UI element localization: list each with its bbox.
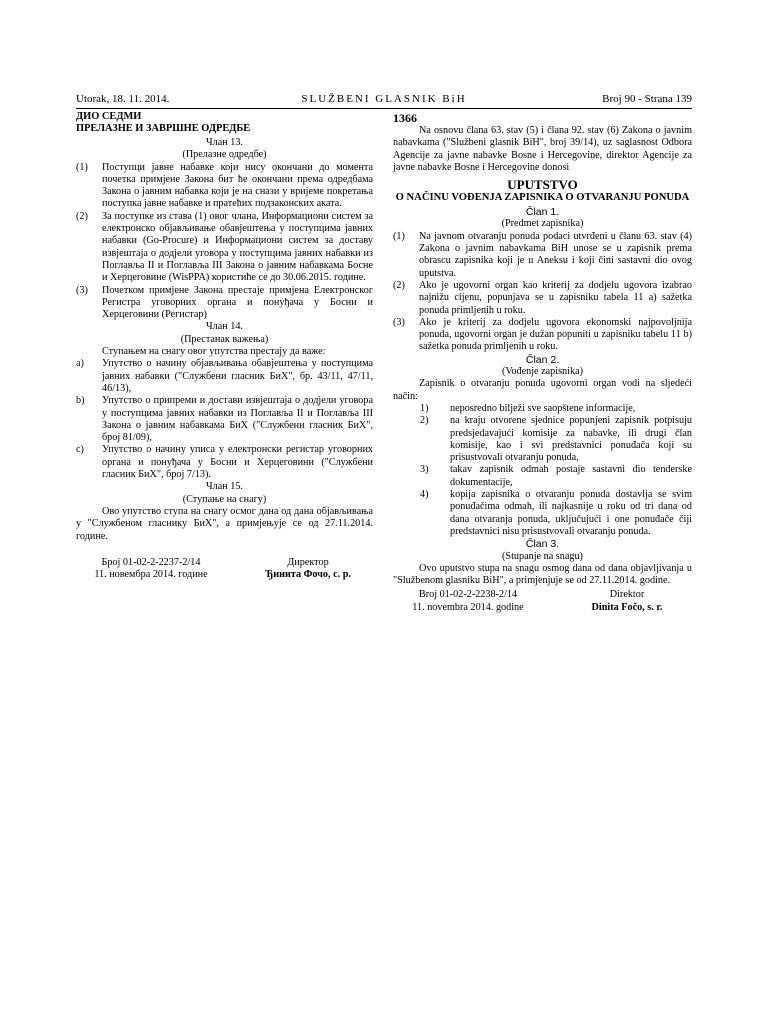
article-3-text: Ovo uputstvo stupa na snagu osmog dana od dana objavljivanja u "Službenom glasniku BiH", a primjenjuje se od 27.11.2014. godine. (393, 562, 692, 587)
reference-date: 11. novembra 2014. godine (412, 601, 524, 613)
paragraph-number: (1) (76, 161, 88, 173)
page-header (76, 92, 692, 106)
list-marker: 1) (420, 402, 429, 414)
act-number: 1366 (393, 111, 417, 125)
list-text: kopija zapisnika o otvaranju ponuda dostavlja se svim ponuđačima odmah, ili najkasnije u roku od tri dana od dana otvaranja ponuda, uključujući i one ponuđače čiji predstavnici nisu prisustvovali otvaranju ponuda. (450, 489, 692, 537)
list-marker: b) (76, 395, 85, 407)
article-1-heading: Član 1. (525, 206, 560, 219)
list-text: Упутство о начину објављивања обавјештења у поступцима јавних набавки ("Службени гласник БиХ", бр. 43/11, 47/11, 46/13), (102, 358, 373, 394)
article-2-heading: Član 2. (525, 353, 560, 366)
list-item-a (76, 358, 373, 395)
paragraph-number: (2) (76, 210, 88, 222)
list-item-c (76, 444, 373, 481)
paragraph-2 (393, 280, 692, 317)
paragraph-text: Поступци јавне набавке који нису окончани до момента почетка примјене Закона бит ће окончани према одредбама Закона о јавним набавка који је на снази у вријеме покретања поступка јавне набавке и пратећих подзаконских аката. (102, 161, 373, 210)
paragraph-text: Ako je ugovorni organ kao kriterij za dodjelu ugovora izabrao najnižu cijenu, popunjava se u zapisniku tabela 11 a) sažetka ponuda primljenih u roku. (419, 279, 692, 316)
list-text: neposredno bilježi sve saopštene informacije, (450, 402, 636, 414)
article-2-intro: Zapisnik o otvaranju ponuda ugovorni organ vodi na sljedeći način: (393, 378, 692, 402)
part-title: ДИО СЕДМИ (76, 111, 142, 122)
paragraph-text: Почетком примјене Закона престаје примјена Електронског Регистра уговорних органа и понуђача у Босни и Херцеговини (Регистар) (102, 284, 373, 321)
list-text: na kraju otvorene sjednice popunjeni zapisnik potpisuju predsjedavajući komisije za nabavke, ili drugi član komisije, kao i svi predstavnici ponuđača koji su prisustvovali otvaranju ponuda, (450, 415, 692, 464)
act-preamble: Na osnovu člana 63. stav (5) i člana 92. stav (6) Zakona o javnim nabavkama ("Službeni glasnik BiH", broj 39/14), uz saglasnost Odbora Agencije za javne nabavke Bosne i Hercegovine, direktor Agencije za javne nabavke Bosne i Hercegovine donosi (393, 125, 692, 173)
list-text: takav zapisnik odmah postaje sastavni dio tenderske dokumentacije, (450, 464, 692, 488)
signer-name: Dinita Fočo, s. r. (591, 601, 663, 613)
list-item-3 (393, 464, 692, 489)
list-item-1 (393, 403, 692, 415)
paragraph-2 (76, 211, 373, 285)
header-rule (76, 108, 692, 109)
article-15-name: (Ступање на снагу) (182, 493, 267, 505)
article-2-name: (Vođenje zapisnika) (501, 366, 583, 378)
signature-block (393, 589, 692, 614)
list-marker: 3) (420, 464, 429, 476)
signature-block (76, 557, 373, 582)
article-1-name: (Predmet zapisnika) (501, 218, 584, 230)
reference-number: Broj 01-02-2-2238-2/14 (418, 589, 518, 601)
part-subtitle: ПРЕЛАЗНЕ И ЗАВРШНЕ ОДРЕДБЕ (76, 123, 251, 134)
list-text: Упутство о припреми и достави извјештаја о додјели уговора у поступцима јавних набавки из Поглавља II и Поглавља III Закона о јавним набавкама БиХ ("Службени гласник БиХ", број 81/09), (102, 395, 373, 444)
left-column (76, 111, 373, 581)
paragraph-1 (76, 162, 373, 211)
article-3-heading: Član 3. (525, 538, 560, 551)
article-13-name: (Прелазне одредбе) (182, 149, 267, 161)
page-number: Broj 90 - Strana 139 (602, 93, 692, 105)
publication-title: SLUŽBENI GLASNIK BiH (301, 93, 467, 105)
list-item-2 (393, 415, 692, 464)
paragraph-number: (3) (76, 284, 88, 296)
list-text: Упутство о начину уписа у електронски регистар уговорних органа и понуђача у Босни и Херцеговини ("Службени гласник БиХ", број 7/13). (102, 444, 373, 481)
paragraph-text: За поступке из става (1) овог члана, Информациони систем за електронско објављивање обавјештења у поступцима јавних набавки (Go-Procure) и Информациони систем за доставу извјештаја о додјели уговора у поступцима јавних набавки из Поглавља II и Поглавља III Закона о јавним набавкама Босне и Херцеговине (WisPPA) користиће се до 30.06.2015. године. (102, 210, 373, 284)
reference-date: 11. новембра 2014. године (94, 569, 208, 581)
paragraph-3 (393, 317, 692, 354)
paragraph-number: (3) (393, 316, 405, 328)
paragraph-number: (2) (393, 279, 405, 291)
act-subtitle: O NAČINU VOĐENJA ZAPISNIKA O OTVARANJU PONUDA (395, 192, 690, 204)
paragraph-3 (76, 285, 373, 322)
list-item-b (76, 395, 373, 444)
paragraph-text: Ako je kriterij za dodjelu ugovora ekonomski najpovoljnija ponuda, ugovorni organ je dužan popuniti u zapisniku tabelu 11 b) sažetka ponuda primljenih u roku. (419, 316, 692, 353)
right-column (393, 111, 692, 614)
paragraph-1 (393, 231, 692, 280)
article-15-heading: Члан 15. (206, 481, 243, 493)
paragraph-number: (1) (393, 230, 405, 242)
reference-number: Број 01-02-2-2237-2/14 (101, 556, 201, 568)
article-15-text: Ово упутство ступа на снагу осмог дана од дана објављивања у "Службеном гласнику БиХ", а примјењује се од 27.11.2014. године. (76, 505, 373, 542)
signer-role: Direktor (609, 589, 645, 601)
list-marker: c) (76, 444, 84, 456)
list-item-4 (393, 489, 692, 538)
article-14-intro: Ступањем на снагу овог упутства престају да важе: (102, 346, 326, 358)
article-3-name: (Stupanje na snagu) (502, 550, 583, 562)
signer-role: Директор (287, 556, 329, 568)
list-marker: 4) (420, 489, 429, 501)
article-14-heading: Члан 14. (206, 321, 243, 333)
article-13-heading: Члан 13. (206, 137, 243, 148)
list-marker: a) (76, 358, 84, 370)
act-title: UPUTSTVO (507, 177, 578, 193)
issue-date: Utorak, 18. 11. 2014. (76, 93, 170, 105)
signer-name: Ђинита Фочо, с. р. (265, 569, 351, 581)
list-marker: 2) (420, 415, 429, 427)
paragraph-text: Na javnom otvaranju ponuda podaci utvrđeni u članu 63. stav (4) Zakona o javnim nabavkama BiH unose se u zapisnik prema obrascu zapisnika koji je u Aneksu i koji čini sastavni dio ovog uputstva. (419, 230, 692, 279)
article-14-name: (Престанак важења) (180, 333, 269, 345)
